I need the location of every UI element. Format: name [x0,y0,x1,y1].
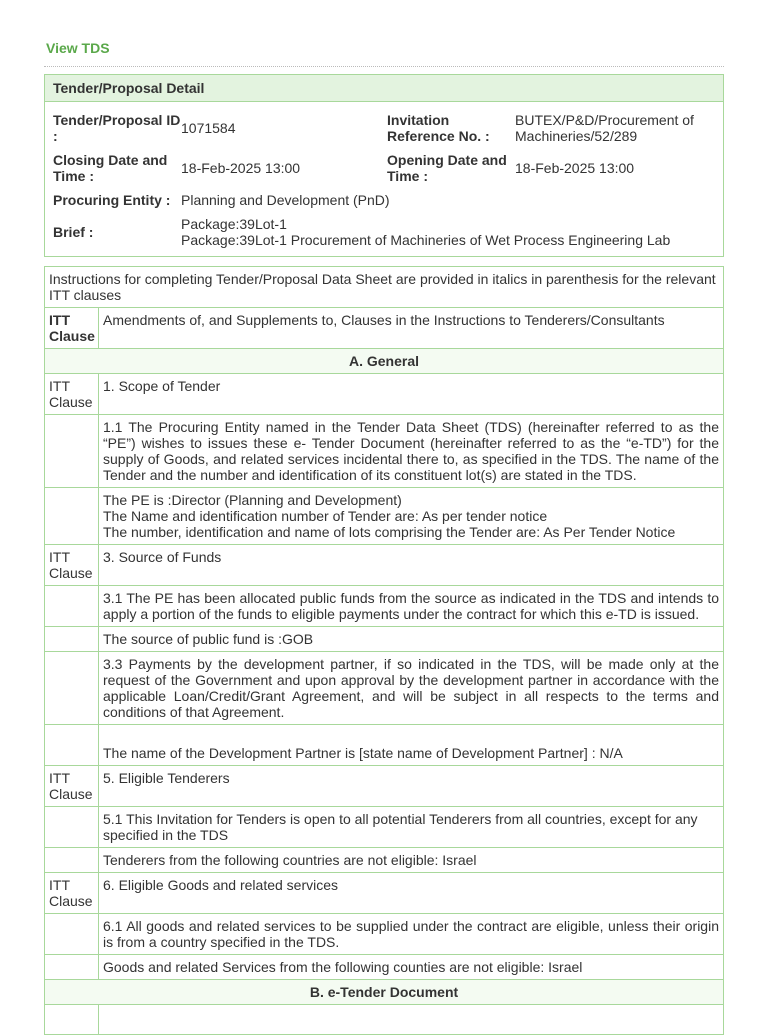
ineligible-goods-text: Goods and related Services from the following counties are not eligible: Israel [99,955,724,980]
funds-source-text: The source of public fund is :GOB [99,627,724,652]
empty-cell [45,586,99,627]
invitation-ref-label: Invitation Reference No. : [387,112,490,144]
empty-cell [45,488,99,545]
empty-cell [45,725,99,766]
invitation-ref-value: BUTEX/P&D/Procurement of Machineries/52/289 [515,112,694,144]
pe-line-2: The Name and identification number of Tender are: As per tender notice [103,508,548,524]
section-a-heading: A. General [45,349,724,374]
brief-label: Brief : [53,224,94,240]
amendments-header: Amendments of, and Supplements to, Clauses in the Instructions to Tenderers/Consultants [99,308,724,349]
itt-clause-label: ITT Clause [45,545,99,586]
clause-scope-title: 1. Scope of Tender [99,374,724,415]
closing-date-value: 18-Feb-2025 13:00 [181,160,301,176]
empty-cell [45,1005,99,1035]
tender-id-value: 1071584 [181,120,236,136]
empty-cell [45,652,99,725]
clause-goods-title: 6. Eligible Goods and related services [99,873,724,914]
tender-detail-table [44,74,724,257]
itt-clause-label: ITT Clause [45,873,99,914]
brief-line-2: Package:39Lot-1 Procurement of Machineries of Wet Process Engineering Lab [181,232,671,248]
itt-clause-label: ITT Clause [45,374,99,415]
itt-clause-label: ITT Clause [45,766,99,807]
ineligible-countries-text: Tenderers from the following countries are not eligible: Israel [99,848,724,873]
clause-funds-title: 3. Source of Funds [99,545,724,586]
tender-detail-heading: Tender/Proposal Detail [45,75,724,102]
empty-cell [45,848,99,873]
opening-date-value: 18-Feb-2025 13:00 [515,160,635,176]
empty-cell [45,955,99,980]
dev-partner-text: The name of the Development Partner is [state name of Development Partner] : N/A [99,725,724,766]
clause-6-1-text: 6.1 All goods and related services to be supplied under the contract are eligible, unless their origin is from a country specified in the TDS. [99,914,724,955]
pe-line-1: The PE is :Director (Planning and Development) [103,492,402,508]
clause-1-1-text: 1.1 The Procuring Entity named in the Tender Data Sheet (TDS) (hereinafter referred to as the “PE”) wishes to issues these e- Tender Document (hereinafter referred to as the “e-TD”) for the supply of Goods, and related services incidental there to, as specified in the TDS. The name of the Tender and the number and identification of its constituent lot(s) are stated in the TDS. [99,415,724,488]
page-title: View TDS [46,40,110,56]
empty-cell [45,914,99,955]
procuring-entity-label: Procuring Entity : [53,192,171,208]
clause-3-3-text: 3.3 Payments by the development partner, if so indicated in the TDS, will be made only at the request of the Government and upon approval by the development partner in accordance with the applicable Loan/Credit/Grant Agreement, and will be subject in all respects to the terms and conditions of that Agreement. [99,652,724,725]
empty-cell [45,415,99,488]
itt-clause-header: ITT Clause [45,308,99,349]
clause-3-1-text: 3.1 The PE has been allocated public funds from the source as indicated in the TDS and intends to apply a portion of the funds to eligible payments under the contract for which this e-TD is issued. [99,586,724,627]
empty-cell [45,807,99,848]
clause-5-1-text: 5.1 This Invitation for Tenders is open to all potential Tenderers from all countries, except for any specified in the TDS [99,807,724,848]
section-b-heading: B. e-Tender Document [45,980,724,1005]
tender-id-label: Tender/Proposal ID : [53,112,181,144]
procuring-entity-value: Planning and Development (PnD) [181,192,390,208]
tender-detail-grid [45,108,723,252]
clause-eligible-title: 5. Eligible Tenderers [99,766,724,807]
opening-date-label: Opening Date and Time : [387,152,507,184]
pe-line-3: The number, identification and name of lots comprising the Tender are: As Per Tender Notice [103,524,676,540]
empty-cell [99,1005,724,1035]
tender-detail-body [45,102,724,257]
tds-instructions: Instructions for completing Tender/Proposal Data Sheet are provided in italics in parenthesis for the relevant ITT clauses [45,267,724,308]
pe-details [99,488,724,545]
title-divider [44,66,724,67]
brief-line-1: Package:39Lot-1 [181,216,287,232]
empty-cell [45,627,99,652]
closing-date-label: Closing Date and Time : [53,152,168,184]
brief-value [181,212,723,252]
tds-table [44,266,724,1035]
